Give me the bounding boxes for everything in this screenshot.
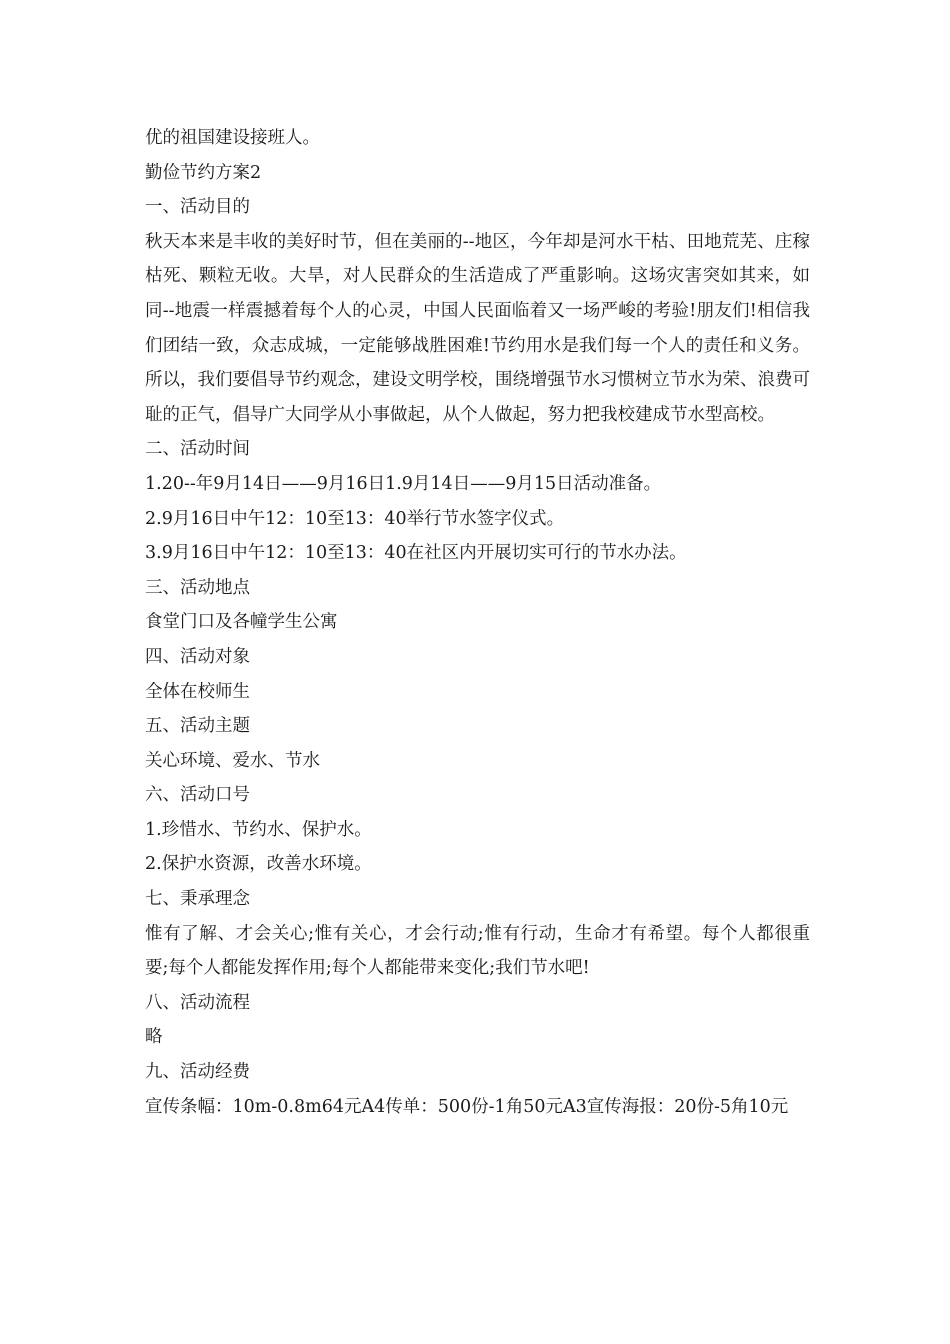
time-heading: 二、活动时间 xyxy=(145,439,250,460)
intro-line: 优的祖国建设接班人。 xyxy=(145,128,320,148)
theme-heading: 五、活动主题 xyxy=(145,716,250,737)
theme-text: 关心环境、爱水、节水 xyxy=(145,750,320,771)
slogan-item: 1.珍惜水、节约水、保护水。 xyxy=(145,819,372,840)
place-heading: 三、活动地点 xyxy=(145,577,250,598)
document-body xyxy=(145,121,810,1124)
target-heading: 四、活动对象 xyxy=(145,646,250,667)
target-text: 全体在校师生 xyxy=(145,681,250,702)
time-item: 2.9月16日中午12：10至13：40举行节水签字仪式。 xyxy=(145,508,565,529)
time-item: 3.9月16日中午12：10至13：40在社区内开展切实可行的节水办法。 xyxy=(145,543,687,564)
purpose-paragraph: 秋天本来是丰收的美好时节，但在美丽的--地区，今年却是河水干枯、田地荒芜、庄稼枯死、颗粒无收。大旱，对人民群众的生活造成了严重影响。这场灾害突如其来，如同--地震一样震撼着每个人的心灵，中国人民面临着又一场严峻的考验!朋友们!相信我们团结一致，众志成城，一定能够战胜困难!节约用水是我们每一个人的责任和义务。所以，我们要倡导节约观念，建设文明学校，围绕增强节水习惯树立节水为荣、浪费可耻的正气，倡导广大同学从小事做起，从个人做起，努力把我校建成节水型高校。 xyxy=(145,231,810,425)
budget-heading: 九、活动经费 xyxy=(145,1062,250,1083)
idea-heading: 七、秉承理念 xyxy=(145,889,250,910)
place-text: 食堂门口及各幢学生公寓 xyxy=(145,612,338,633)
process-heading: 八、活动流程 xyxy=(145,992,250,1013)
time-item: 1.20--年9月14日——9月16日1.9月14日——9月15日活动准备。 xyxy=(145,473,662,494)
slogan-heading: 六、活动口号 xyxy=(145,785,250,806)
process-text: 略 xyxy=(145,1027,163,1048)
slogan-item: 2.保护水资源，改善水环境。 xyxy=(145,854,372,875)
plan-title: 勤俭节约方案2 xyxy=(145,162,262,183)
idea-paragraph: 惟有了解、才会关心;惟有关心，才会行动;惟有行动，生命才有希望。每个人都很重要;每个人都能发挥作用;每个人都能带来变化;我们节水吧! xyxy=(145,923,810,979)
budget-paragraph: 宣传条幅：10m-0.8m64元A4传单：500份-1角50元A3宣传海报：20份-5角10元 xyxy=(145,1096,789,1117)
purpose-heading: 一、活动目的 xyxy=(145,197,250,218)
